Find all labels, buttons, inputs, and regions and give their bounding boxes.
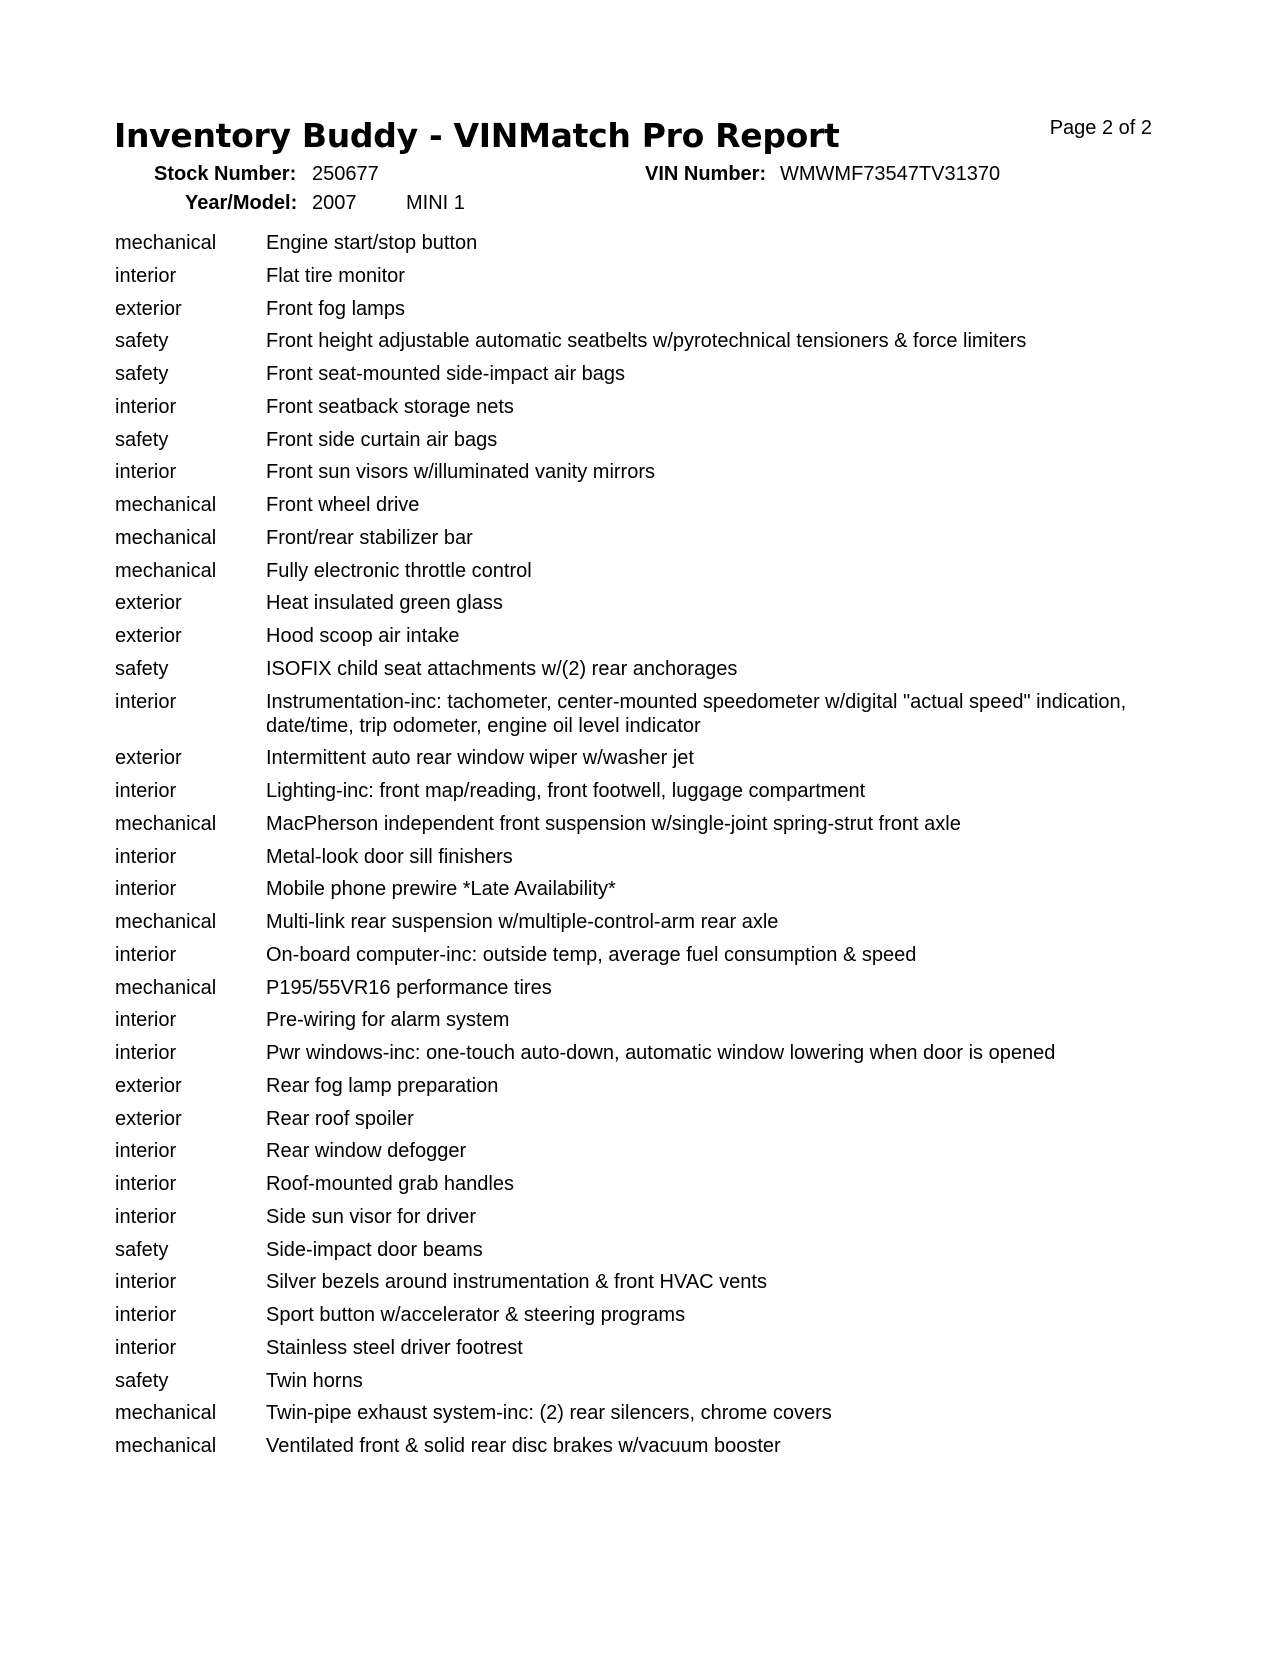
feature-category: mechanical bbox=[115, 1402, 217, 1425]
page-number: Page 2 of 2 bbox=[1049, 117, 1152, 139]
stock-number-label: Stock Number: bbox=[154, 163, 297, 185]
feature-description: Ventilated front & solid rear disc brakes w/vacuum booster bbox=[266, 1435, 781, 1457]
feature-row bbox=[115, 1139, 1175, 1172]
feature-description: MacPherson independent front suspension w/single-joint spring-strut front axle bbox=[266, 812, 961, 835]
feature-description: Front side curtain air bags bbox=[266, 428, 498, 451]
feature-category: interior bbox=[115, 1140, 177, 1163]
feature-category: interior bbox=[115, 1009, 177, 1032]
feature-category: interior bbox=[115, 461, 177, 484]
feature-category: mechanical bbox=[115, 559, 217, 582]
feature-row bbox=[115, 1107, 1175, 1140]
feature-category: interior bbox=[115, 845, 177, 868]
feature-row bbox=[115, 624, 1175, 657]
feature-description: On-board computer-inc: outside temp, average fuel consumption & speed bbox=[266, 943, 917, 966]
feature-row bbox=[115, 297, 1175, 330]
feature-category: interior bbox=[115, 1336, 177, 1359]
feature-category: interior bbox=[115, 395, 177, 418]
feature-category: interior bbox=[115, 878, 177, 901]
feature-description: Silver bezels around instrumentation & front HVAC vents bbox=[266, 1271, 767, 1294]
feature-row bbox=[115, 1008, 1175, 1041]
feature-description: Twin-pipe exhaust system-inc: (2) rear silencers, chrome covers bbox=[266, 1402, 832, 1425]
feature-row bbox=[115, 976, 1175, 1009]
year-model-label: Year/Model: bbox=[185, 192, 298, 214]
feature-row bbox=[115, 812, 1175, 845]
feature-row bbox=[115, 779, 1175, 812]
feature-row bbox=[115, 1369, 1175, 1402]
feature-row bbox=[115, 690, 1175, 747]
feature-description: Side sun visor for driver bbox=[266, 1205, 477, 1228]
feature-category: safety bbox=[115, 1369, 169, 1392]
feature-row bbox=[115, 910, 1175, 943]
feature-description: Mobile phone prewire *Late Availability* bbox=[266, 878, 616, 901]
feature-row bbox=[115, 428, 1175, 461]
feature-row bbox=[115, 943, 1175, 976]
feature-description: Roof-mounted grab handles bbox=[266, 1173, 514, 1195]
feature-description: Lighting-inc: front map/reading, front footwell, luggage compartment bbox=[266, 780, 866, 802]
feature-description: P195/55VR16 performance tires bbox=[266, 976, 552, 999]
feature-category: exterior bbox=[115, 747, 182, 770]
feature-description: Twin horns bbox=[266, 1369, 363, 1392]
feature-category: mechanical bbox=[115, 976, 217, 999]
feature-description: Front height adjustable automatic seatbelts w/pyrotechnical tensioners & force limiters bbox=[266, 330, 1027, 353]
feature-description: Front/rear stabilizer bar bbox=[266, 526, 473, 549]
feature-category: interior bbox=[115, 780, 177, 802]
feature-description: Rear window defogger bbox=[266, 1140, 467, 1163]
feature-description: ISOFIX child seat attachments w/(2) rear anchorages bbox=[266, 657, 738, 680]
feature-description: Heat insulated green glass bbox=[266, 592, 503, 615]
feature-description: Stainless steel driver footrest bbox=[266, 1336, 523, 1359]
feature-category: mechanical bbox=[115, 526, 217, 549]
feature-category: interior bbox=[115, 1271, 177, 1294]
feature-category: safety bbox=[115, 657, 169, 680]
feature-description: Flat tire monitor bbox=[266, 264, 405, 287]
feature-row bbox=[115, 1336, 1175, 1369]
feature-description: Pwr windows-inc: one-touch auto-down, automatic window lowering when door is opened bbox=[266, 1042, 1056, 1064]
feature-description: Side-impact door beams bbox=[266, 1238, 483, 1261]
feature-description: Instrumentation-inc: tachometer, center-mounted speedometer w/digital "actual speed" indication, date/time, trip odometer, engine oil level indicator bbox=[266, 690, 1127, 737]
feature-row bbox=[115, 1434, 1175, 1458]
feature-row bbox=[115, 329, 1175, 362]
feature-row bbox=[115, 1270, 1175, 1303]
vin-number-value: WMWMF73547TV31370 bbox=[780, 163, 1001, 185]
feature-description: Metal-look door sill finishers bbox=[266, 845, 513, 868]
feature-row bbox=[115, 559, 1175, 592]
feature-list bbox=[115, 231, 1175, 1458]
feature-row bbox=[115, 526, 1175, 559]
feature-row bbox=[115, 591, 1175, 624]
feature-category: interior bbox=[115, 1205, 177, 1228]
feature-row bbox=[115, 1303, 1175, 1336]
feature-category: safety bbox=[115, 1238, 169, 1261]
feature-row bbox=[115, 362, 1175, 395]
feature-row bbox=[115, 845, 1175, 878]
feature-category: exterior bbox=[115, 625, 182, 647]
feature-description: Front seatback storage nets bbox=[266, 395, 514, 418]
feature-row bbox=[115, 264, 1175, 297]
feature-description: Hood scoop air intake bbox=[266, 625, 460, 647]
feature-description: Front sun visors w/illuminated vanity mirrors bbox=[266, 461, 655, 484]
feature-description: Fully electronic throttle control bbox=[266, 559, 532, 582]
feature-category: exterior bbox=[115, 1107, 182, 1130]
feature-category: mechanical bbox=[115, 1435, 217, 1457]
feature-category: exterior bbox=[115, 297, 182, 320]
feature-category: interior bbox=[115, 1304, 177, 1326]
feature-category: mechanical bbox=[115, 232, 217, 254]
feature-description: Rear roof spoiler bbox=[266, 1107, 414, 1130]
feature-category: exterior bbox=[115, 1074, 182, 1097]
feature-description: Intermittent auto rear window wiper w/washer jet bbox=[266, 747, 694, 770]
feature-category: interior bbox=[115, 690, 177, 713]
feature-category: mechanical bbox=[115, 911, 217, 933]
feature-row bbox=[115, 1041, 1175, 1074]
feature-row bbox=[115, 493, 1175, 526]
feature-row bbox=[115, 746, 1175, 779]
feature-category: exterior bbox=[115, 592, 182, 615]
model-value: MINI 1 bbox=[406, 192, 465, 214]
report-title: Inventory Buddy - VINMatch Pro Report bbox=[114, 116, 840, 155]
feature-row bbox=[115, 1172, 1175, 1205]
stock-number-value: 250677 bbox=[312, 163, 379, 185]
feature-description: Engine start/stop button bbox=[266, 232, 478, 254]
feature-category: interior bbox=[115, 943, 177, 966]
feature-category: interior bbox=[115, 1042, 177, 1064]
feature-description: Sport button w/accelerator & steering programs bbox=[266, 1304, 686, 1326]
feature-row bbox=[115, 1401, 1175, 1434]
feature-row bbox=[115, 657, 1175, 690]
feature-description: Front seat-mounted side-impact air bags bbox=[266, 363, 626, 385]
feature-description: Multi-link rear suspension w/multiple-control-arm rear axle bbox=[266, 911, 779, 933]
feature-category: mechanical bbox=[115, 494, 217, 516]
feature-row bbox=[115, 1205, 1175, 1238]
feature-category: interior bbox=[115, 264, 177, 287]
feature-description: Rear fog lamp preparation bbox=[266, 1074, 499, 1097]
vin-number-label: VIN Number: bbox=[645, 163, 767, 185]
feature-category: safety bbox=[115, 363, 169, 385]
feature-description: Pre-wiring for alarm system bbox=[266, 1009, 510, 1032]
feature-row bbox=[115, 231, 1175, 264]
feature-row bbox=[115, 460, 1175, 493]
feature-row bbox=[115, 877, 1175, 910]
feature-category: interior bbox=[115, 1173, 177, 1195]
feature-row bbox=[115, 1238, 1175, 1271]
feature-category: safety bbox=[115, 330, 169, 353]
feature-row bbox=[115, 395, 1175, 428]
year-value: 2007 bbox=[312, 192, 357, 214]
feature-description: Front fog lamps bbox=[266, 297, 405, 320]
feature-description: Front wheel drive bbox=[266, 494, 420, 516]
feature-category: mechanical bbox=[115, 812, 217, 835]
feature-category: safety bbox=[115, 428, 169, 451]
feature-row bbox=[115, 1074, 1175, 1107]
